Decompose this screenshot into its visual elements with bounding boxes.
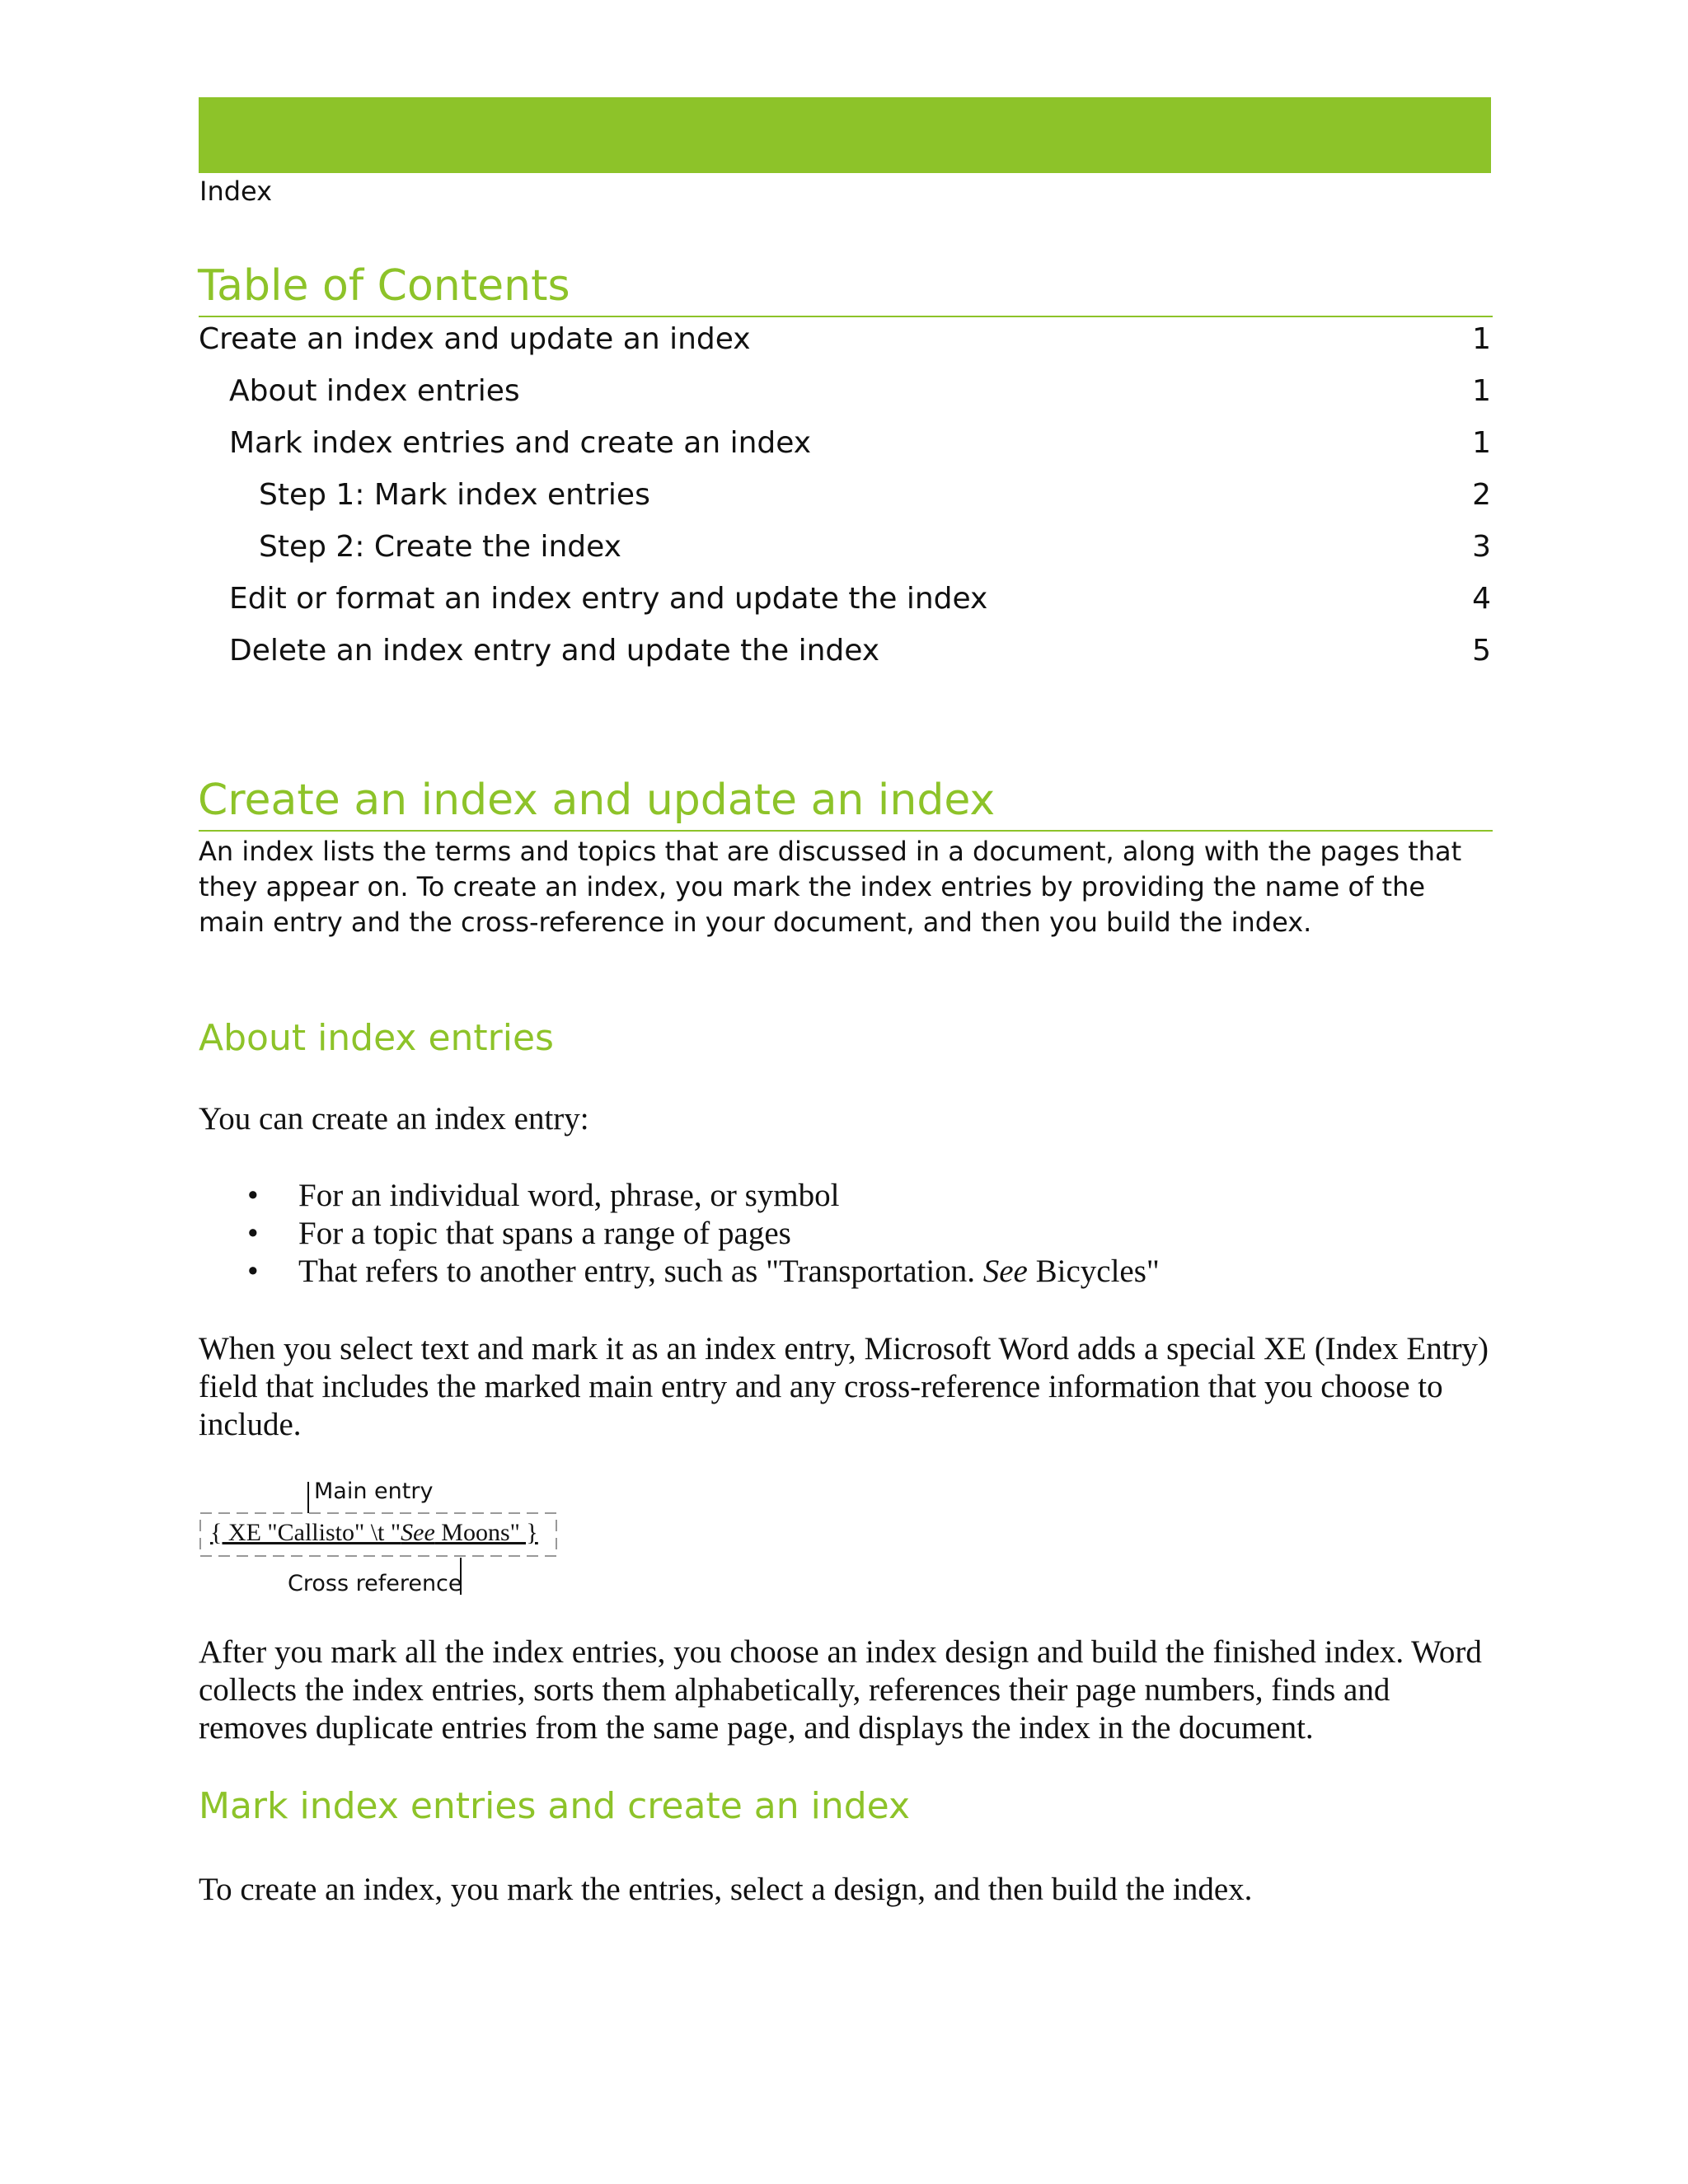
- toc-entry-page: 4: [1472, 582, 1491, 616]
- toc-entry-label: Step 1: Mark index entries: [259, 478, 650, 512]
- toc-entry[interactable]: [199, 319, 1491, 360]
- about-paragraph-1: When you select text and mark it as an index entry, Microsoft Word adds a special XE (Index Entry) field that includes the marked main entry and any cross-reference information that you choose to include.: [199, 1331, 1489, 1442]
- toc-entry-page: 2: [1472, 478, 1491, 512]
- mark-paragraph: To create an index, you mark the entries, select a design, and then build the index.: [199, 1872, 1253, 1907]
- toc-entry[interactable]: [199, 579, 1491, 620]
- section-title-rule: [199, 830, 1493, 832]
- about-lead: You can create an index entry:: [199, 1101, 589, 1137]
- toc-entry[interactable]: [199, 423, 1491, 464]
- header-label: Index: [199, 176, 273, 207]
- mark-heading: Mark index entries and create an index: [199, 1785, 910, 1827]
- cross-reference-label: Cross reference: [288, 1571, 462, 1596]
- toc-entry-page: 3: [1472, 530, 1491, 564]
- bullet-icon: •: [247, 1178, 259, 1213]
- toc-entry-page: 1: [1472, 426, 1491, 460]
- xe-field-diagram: [199, 1459, 561, 1601]
- list-item-text-part: Bicycles": [1027, 1254, 1160, 1289]
- list-item-text-italic: See: [982, 1254, 1028, 1289]
- header-bar: [199, 97, 1491, 173]
- list-item-text-part: That refers to another entry, such as "Transportation.: [298, 1254, 983, 1289]
- toc-entry[interactable]: [199, 475, 1491, 516]
- about-heading: About index entries: [199, 1017, 554, 1059]
- toc-entry[interactable]: [199, 527, 1491, 568]
- xe-code-part: { XE "Callisto" \t ": [210, 1519, 401, 1546]
- bullet-icon: •: [247, 1254, 259, 1289]
- section-title: Create an index and update an index: [198, 776, 996, 825]
- toc-entry-label: Step 2: Create the index: [259, 530, 621, 564]
- list-item-text: For an individual word, phrase, or symbol: [298, 1178, 840, 1213]
- toc-entry-page: 1: [1472, 374, 1491, 408]
- toc-entry-label: Create an index and update an index: [199, 322, 751, 356]
- main-entry-label: Main entry: [314, 1479, 434, 1504]
- toc-entry-label: Delete an index entry and update the index: [229, 634, 880, 668]
- toc-entry[interactable]: [199, 371, 1491, 412]
- toc-entry-page: 5: [1472, 634, 1491, 668]
- xe-code-italic: See: [401, 1519, 435, 1546]
- xe-code-part: Moons" }: [434, 1519, 538, 1546]
- toc-entry[interactable]: [199, 630, 1491, 672]
- toc-title: Table of Contents: [198, 261, 570, 311]
- section-intro: An index lists the terms and topics that are discussed in a document, along with the pages that they appear on. To create an index, you mark the index entries by providing the name of the main entry and the cross-reference in your document, and then you build the index.: [199, 836, 1462, 938]
- bullet-icon: •: [247, 1216, 259, 1251]
- toc-entry-page: 1: [1472, 322, 1491, 356]
- toc-entry-label: About index entries: [229, 374, 520, 408]
- toc-entry-label: Edit or format an index entry and update the index: [229, 582, 988, 616]
- about-paragraph-2: After you mark all the index entries, you choose an index design and build the finished index. Word collects the index entries, sorts them alphabetically, references their page numbers, finds and removes duplicate entries from the same page, and displays the index in the document.: [199, 1634, 1482, 1746]
- toc-entry-label: Mark index entries and create an index: [229, 426, 812, 460]
- toc-title-rule: [199, 316, 1493, 317]
- list-item-text: For a topic that spans a range of pages: [298, 1216, 791, 1251]
- list-item-text: [298, 1253, 1160, 1291]
- xe-field-code: [210, 1518, 538, 1548]
